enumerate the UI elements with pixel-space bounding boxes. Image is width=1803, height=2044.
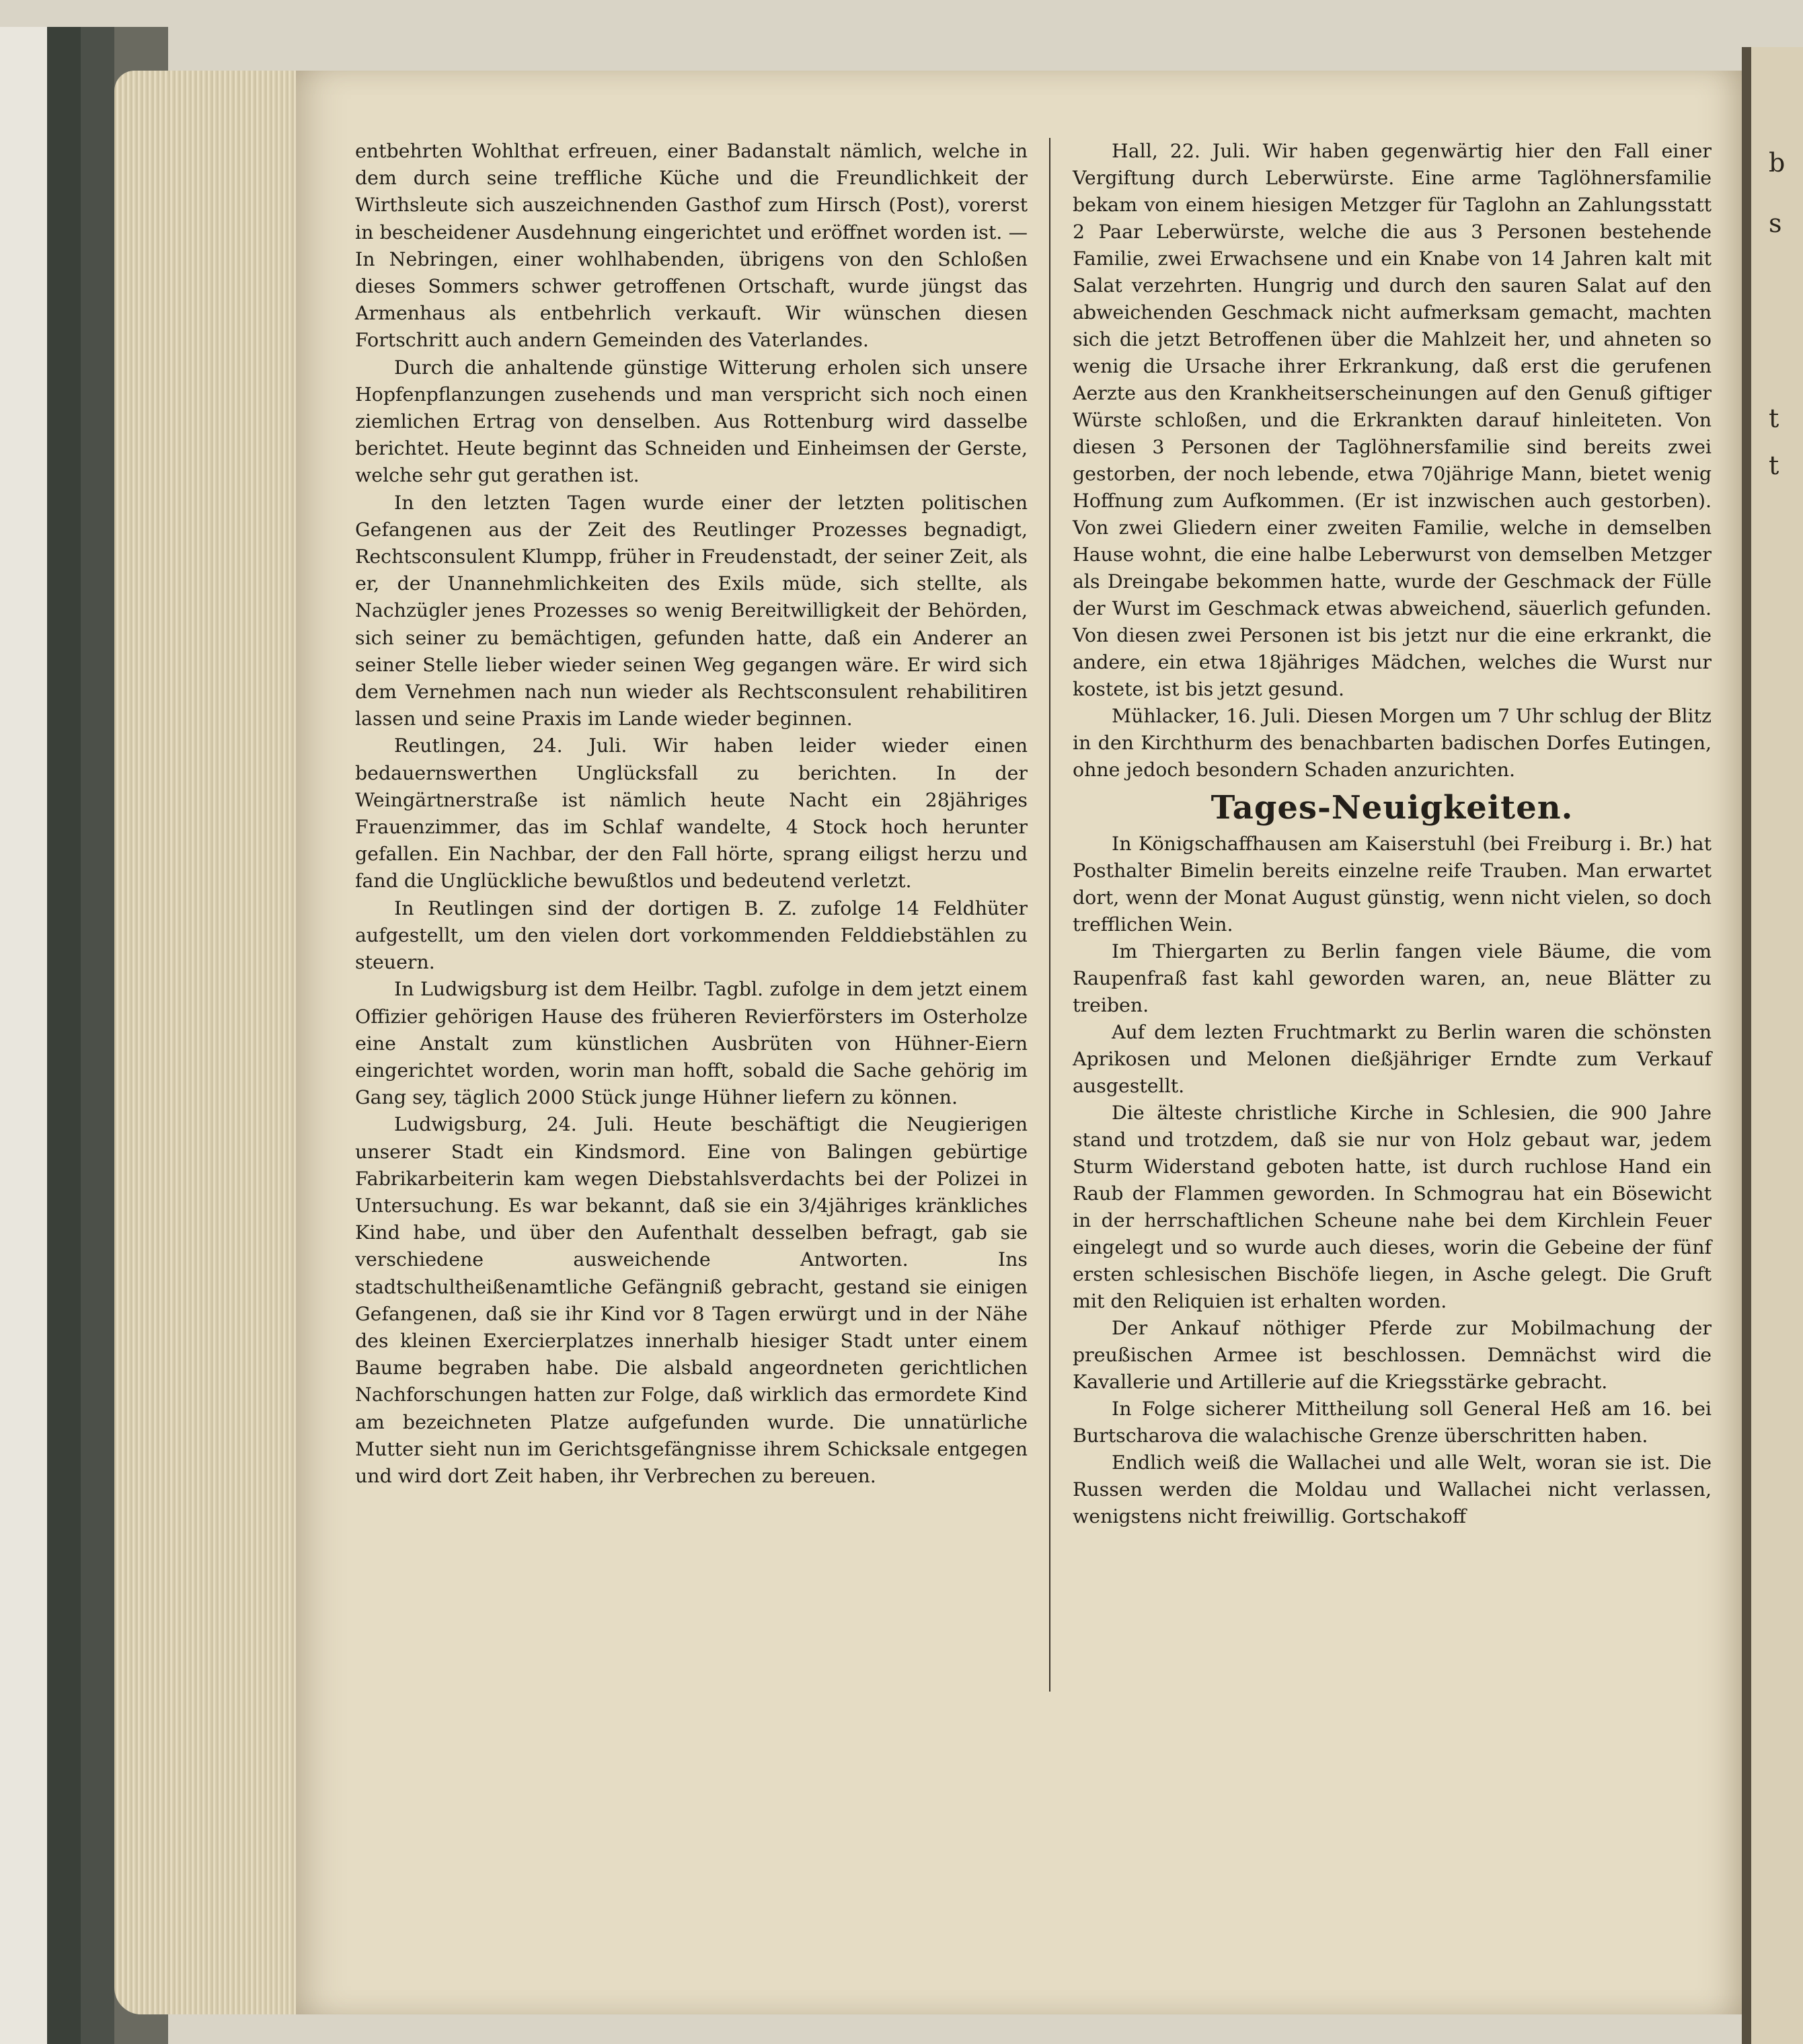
newspaper-page <box>296 71 1742 2014</box>
next-page-fragment: b <box>1769 148 1786 178</box>
news-item: In Königschaffhausen am Kaiserstuhl (bei Freiburg i. Br.) hat Posthalter Bimelin bereits einzelne reife Trauben. Man erwartet dort, wenn der Monat August günstig, wenn nicht vielen, so doch trefflichen Wein. <box>1073 833 1712 936</box>
news-item: Die älteste christliche Kirche in Schlesien, die 900 Jahre stand und trotzdem, daß sie nur von Holz gebaut war, jedem Sturm Widerstand geboten hatte, ist durch ruchlose Hand ein Raub der Flammen geworden. In Schmograu hat ein Bösewicht in der herrschaftlichen Scheune nahe bei dem Kirchlein Feuer eingelegt und so wurde auch dieses, worin die Gebeine der fünf ersten schlesischen Bischöfe liegen, in Asche gelegt. Die Gruft mit den Reliquien ist erhalten worden. <box>1073 1102 1712 1312</box>
article-paragraph: entbehrten Wohlthat erfreuen, einer Badanstalt nämlich, welche in dem durch seine treffliche Küche und die Freundlichkeit der Wirthsleute sich auszeichnenden Gasthof zum Hirsch (Post), vorerst in bescheidener Ausdehnung eingerichtet und eröffnet worden ist. — In Nebringen, einer wohlhabenden, übrigens von den Schloßen dieses Sommers schwer getroffenen Ortschaft, wurde jüngst das Armenhaus als entbehrlich verkauft. Wir wünschen diesen Fortschritt auch andern Gemeinden des Vaterlandes. <box>355 140 1028 352</box>
article-paragraph: Ludwigsburg, 24. Juli. Heute beschäftigt die Neugierigen unserer Stadt ein Kindsmord. Eine von Balingen gebürtige Fabrikarbeiterin kam wegen Diebstahlsverdachts bei der Polizei in Untersuchung. Es war bekannt, daß sie ein 3/4jähriges kränkliches Kind habe, und über den Aufenthalt desselben befragt, gab sie verschiedene ausweichende Antworten. Ins stadtschultheißenamtliche Gefängniß gebracht, gestand sie einigen Gefangenen, daß sie ihr Kind vor 8 Tagen erwürgt und in der Nähe des kleinen Exercierplatzes innerhalb hiesiger Stadt unter einem Baume begraben habe. Die alsbald angeordneten gerichtlichen Nachforschungen hatten zur Folge, daß wirklich das ermordete Kind am bezeichneten Platze aufgefunden wurde. Die unnatürliche Mutter sieht nun im Gerichtsgefängnisse ihrem Schicksale entgegen und wird dort Zeit haben, ihr Verbrechen zu bereuen. <box>355 1113 1028 1487</box>
article-paragraph: In Reutlingen sind der dortigen B. Z. zufolge 14 Feldhüter aufgestellt, um den vielen dort vorkommenden Felddiebstählen zu steuern. <box>355 897 1028 974</box>
news-item: Auf dem lezten Fruchtmarkt zu Berlin waren die schönsten Aprikosen und Melonen dießjähriger Erndte zum Verkauf ausgestellt. <box>1073 1021 1712 1097</box>
news-item: Der Ankauf nöthiger Pferde zur Mobilmachung der preußischen Armee ist beschlossen. Demnächst wird die Kavallerie und Artillerie auf die Kriegsstärke gebracht. <box>1073 1317 1712 1393</box>
article-paragraph: Reutlingen, 24. Juli. Wir haben leider wieder einen bedauernswerthen Unglücksfall zu berichten. In der Weingärtnerstraße ist nämlich heute Nacht ein 28jähriges Frauenzimmer, das im Schlaf wandelte, 4 Stock hoch herunter gefallen. Ein Nachbar, der den Fall hörte, sprang eiligst herzu und fand die Unglückliche bewußtlos und bedeutend verletzt. <box>355 734 1028 893</box>
right-column <box>1073 138 1712 1530</box>
next-page-fragment: s <box>1769 209 1782 238</box>
next-page-fragment: t <box>1769 404 1779 433</box>
article-paragraph: Mühlacker, 16. Juli. Diesen Morgen um 7 Uhr schlug der Blitz in den Kirchthurm des benachbarten badischen Dorfes Eutingen, ohne jedoch besondern Schaden anzurichten. <box>1073 705 1712 781</box>
article-paragraph: In den letzten Tagen wurde einer der letzten politischen Gefangenen aus der Zeit des Reutlinger Prozesses begnadigt, Rechtsconsulent Klumpp, früher in Freudenstadt, der seiner Zeit, als er, der Unannehmlichkeiten des Exils müde, sich stellte, als Nachzügler jenes Prozesses so wenig Bereitwilligkeit der Behörden, sich seiner zu bemächtigen, gefunden hatte, daß ein Anderer an seiner Stelle lieber wieder seinen Weg gegangen wäre. Er wird sich dem Vernehmen nach nun wieder als Rechtsconsulent rehabilitiren lassen und seine Praxis im Lande wieder beginnen. <box>355 491 1028 730</box>
section-headline: Tages-Neuigkeiten. <box>1211 789 1574 827</box>
left-column <box>355 138 1028 1490</box>
article-paragraph: Hall, 22. Juli. Wir haben gegenwärtig hier den Fall einer Vergiftung durch Leberwürste. Eine arme Taglöhnersfamilie bekam von einem hiesigen Metzger für Taglohn an Zahlungsstatt 2 Paar Leberwürste, welche die aus 3 Personen bestehende Familie, zwei Erwachsene und ein Knabe von 14 Jahren kalt mit Salat verzehrten. Hungrig und durch den sauren Salat auf den abweichenden Geschmack nicht aufmerksam gemacht, machten sich die jetzt Betroffenen über die Mahlzeit her, und ahneten so wenig die Ursache ihrer Erkrankung, daß erst die gerufenen Aerzte aus den Krankheitserscheinungen auf den Genuß giftiger Würste schloßen, und die Erkrankten darauf hinleiteten. Von diesen 3 Personen der Taglöhnersfamilie sind bereits zwei gestorben, der noch lebende, etwa 70jährige Mann, bietet wenig Hoffnung zum Aufkommen. (Er ist inzwischen auch gestorben). Von zwei Gliedern einer zweiten Familie, welche in demselben Hause wohnt, die eine halbe Leberwurst von demselben Metzger als Dreingabe bekommen hatte, wurde der Geschmack der Fülle der Wurst im Geschmack etwas abweichend, säuerlich gefunden. Von diesen zwei Personen ist bis jetzt nur die eine erkrankt, die andere, ein etwa 18jähriges Mädchen, welches die Wurst nur kostete, ist bis jetzt gesund. <box>1073 140 1712 700</box>
next-page-edge <box>1742 47 1803 2044</box>
column-divider <box>1049 138 1050 1692</box>
article-paragraph: Durch die anhaltende günstige Witterung erholen sich unsere Hopfenpflanzungen zusehends und man verspricht sich noch einen ziemlichen Ertrag von denselben. Aus Rottenburg wird dasselbe berichtet. Heute beginnt das Schneiden und Einheimsen der Gerste, welche sehr gut gerathen ist. <box>355 356 1028 487</box>
news-item: Endlich weiß die Wallachei und alle Welt, woran sie ist. Die Russen werden die Moldau und Wallachei nicht verlassen, wenigstens nicht freiwillig. Gortschakoff <box>1073 1451 1712 1527</box>
next-page-fragment: t <box>1769 451 1779 480</box>
article-paragraph: In Ludwigsburg ist dem Heilbr. Tagbl. zufolge in dem jetzt einem Offizier gehörigen Hause des früheren Revierförsters im Osterholze eine Anstalt zum künstlichen Ausbrüten von Hühner-Eiern eingerichtet worden, worin man hofft, sobald die Sache gehörig im Gang sey, täglich 2000 Stück junge Hühner liefern zu können. <box>355 978 1028 1109</box>
news-item: Im Thiergarten zu Berlin fangen viele Bäume, die vom Raupenfraß fast kahl geworden waren, an, neue Blätter zu treiben. <box>1073 940 1712 1016</box>
news-item: In Folge sicherer Mittheilung soll General Heß am 16. bei Burtscharova die walachische Grenze überschritten haben. <box>1073 1398 1712 1447</box>
